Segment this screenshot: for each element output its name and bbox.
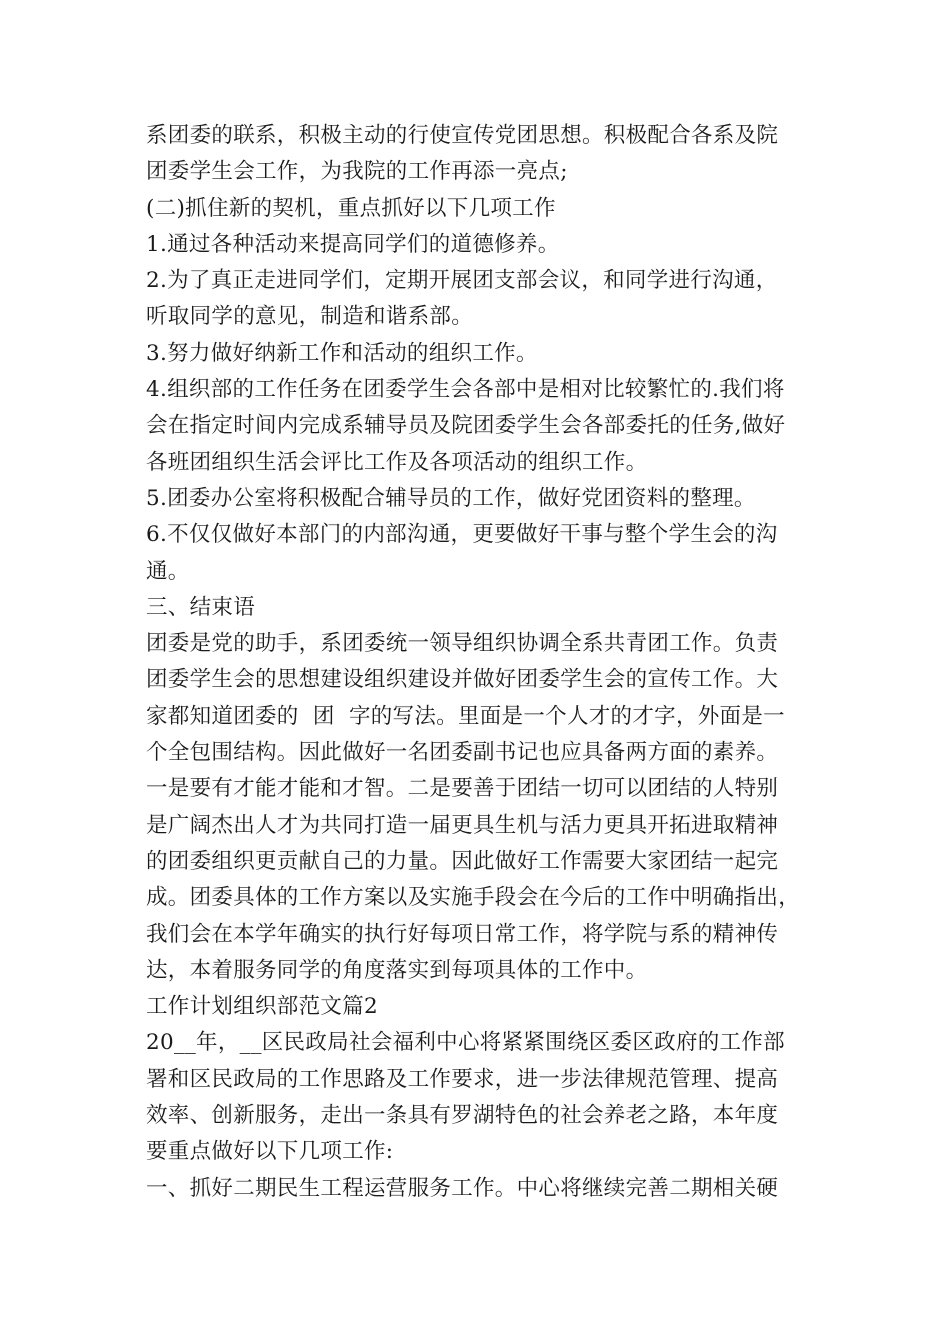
text-line: 会在指定时间内完成系辅导员及院团委学生会各部委托的任务,做好 xyxy=(146,413,786,439)
document-body xyxy=(146,118,811,1207)
text-line: 是广阔杰出人才为共同打造一届更具生机与活力更具开拓进取精神 xyxy=(146,812,779,838)
text-line: 效率、创新服务，走出一条具有罗湖特色的社会养老之路，本年度 xyxy=(146,1103,779,1129)
section-heading: 工作计划组织部范文篇2 xyxy=(146,994,378,1020)
text-line: 听取同学的意见，制造和谐系部。 xyxy=(146,304,474,330)
list-item: 3.努力做好纳新工作和活动的组织工作。 xyxy=(146,340,538,366)
section-heading: (二)抓住新的契机，重点抓好以下几项工作 xyxy=(146,195,556,221)
text-line: 达，本着服务同学的角度落实到每项具体的工作中。 xyxy=(146,957,648,983)
list-item: 6.不仅仅做好本部门的内部沟通，更要做好干事与整个学生会的沟 xyxy=(146,522,778,548)
list-item: 一、抓好二期民生工程运营服务工作。中心将继续完善二期相关硬 xyxy=(146,1175,779,1201)
list-item: 5.团委办公室将积极配合辅导员的工作，做好党团资料的整理。 xyxy=(146,485,756,511)
text-line: 通。 xyxy=(146,558,190,584)
text-line: 要重点做好以下几项工作: xyxy=(146,1139,394,1165)
text-line: 团委学生会工作，为我院的工作再添一亮点; xyxy=(146,159,568,185)
text-line: 团委是党的助手，系团委统一领导组织协调全系共青团工作。负责 xyxy=(146,631,779,657)
list-item: 4.组织部的工作任务在团委学生会各部中是相对比较繁忙的.我们将 xyxy=(146,377,785,403)
text-line: 我们会在本学年确实的执行好每项日常工作，将学院与系的精神传 xyxy=(146,921,779,947)
text-line: 团委学生会的思想建设组织建设并做好团委学生会的宣传工作。大 xyxy=(146,667,779,693)
text-line: 署和区民政局的工作思路及工作要求，进一步法律规范管理、提高 xyxy=(146,1066,779,1092)
text-line: 个全包围结构。因此做好一名团委副书记也应具备两方面的素养。 xyxy=(146,740,779,766)
text-line: 家都知道团委的 团 字的写法。里面是一个人才的才字，外面是一 xyxy=(146,703,785,729)
text-line: 系团委的联系，积极主动的行使宣传党团思想。积极配合各系及院 xyxy=(146,123,779,148)
list-item: 2.为了真正走进同学们，定期开展团支部会议，和同学进行沟通， xyxy=(146,268,778,294)
text-line: 各班团组织生活会评比工作及各项活动的组织工作。 xyxy=(146,449,648,475)
section-heading: 三、结束语 xyxy=(146,594,256,620)
list-item: 1.通过各种活动来提高同学们的道德修养。 xyxy=(146,231,560,257)
text-line: 一是要有才能才能和才智。二是要善于团结一切可以团结的人特别 xyxy=(146,776,779,802)
text-line: 的团委组织更贡献自己的力量。因此做好工作需要大家团结一起完 xyxy=(146,848,779,874)
text-line: 成。团委具体的工作方案以及实施手段会在今后的工作中明确指出， xyxy=(146,885,801,911)
text-line: 20__年，__区民政局社会福利中心将紧紧围绕区委区政府的工作部 xyxy=(146,1030,785,1056)
